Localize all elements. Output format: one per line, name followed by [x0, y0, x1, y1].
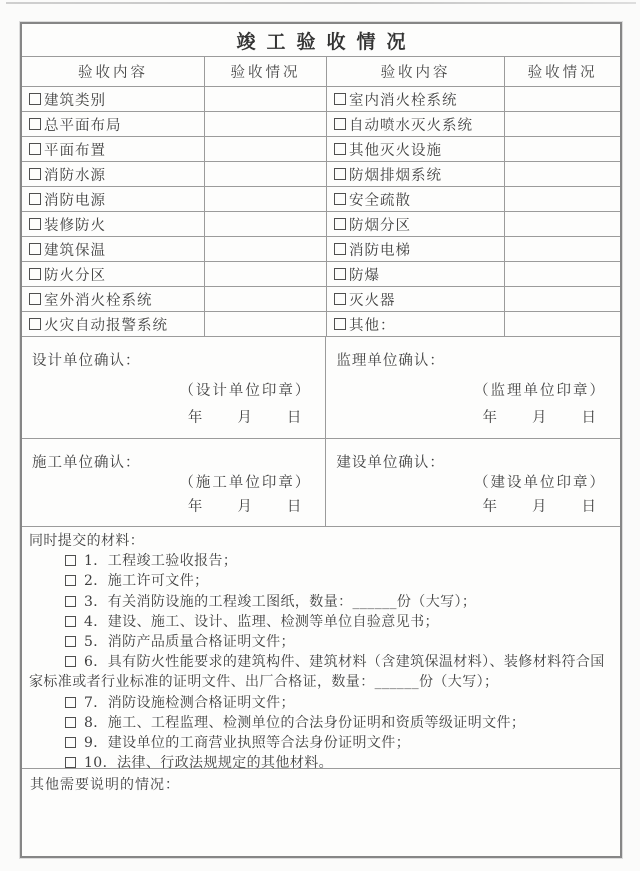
- signature-date-line: 年 月 日: [187, 499, 304, 515]
- column-header-content-right: 验收内容: [327, 57, 505, 87]
- signature-seal-hint: （设计单位印章）: [179, 383, 312, 399]
- acceptance-item-label: 消防电梯: [348, 242, 411, 259]
- acceptance-item-cell: [22, 262, 205, 287]
- signature-label: 施工单位确认：: [32, 455, 141, 471]
- checkbox-icon[interactable]: [29, 143, 41, 155]
- checkbox-icon[interactable]: [29, 318, 41, 330]
- acceptance-status-cell: [505, 187, 620, 212]
- acceptance-status-cell: [205, 162, 327, 187]
- material-item: [29, 733, 613, 753]
- acceptance-item-label: 火灾自动报警系统: [44, 317, 168, 334]
- acceptance-item-label: 灭火器: [348, 292, 396, 309]
- signature-date-line: 年 月 日: [482, 410, 598, 426]
- submitted-materials-section: [22, 527, 620, 772]
- acceptance-status-cell: [205, 112, 327, 137]
- signature-label: 建设单位确认：: [336, 455, 445, 471]
- acceptance-item-cell: [22, 212, 205, 237]
- checkbox-icon[interactable]: [334, 118, 346, 130]
- material-item: [29, 693, 613, 713]
- signature-label: 监理单位确认：: [336, 353, 445, 369]
- checkbox-icon[interactable]: [65, 636, 76, 647]
- signature-date-line: 年 月 日: [187, 410, 304, 426]
- other-notes-section: [22, 769, 620, 856]
- column-header-status-left: 验收情况: [205, 57, 327, 87]
- materials-heading: 同时提交的材料：: [29, 533, 145, 549]
- material-item: [29, 632, 613, 652]
- acceptance-item-cell: [327, 212, 505, 237]
- checkbox-icon[interactable]: [29, 168, 41, 180]
- acceptance-status-cell: [505, 262, 620, 287]
- checkbox-icon[interactable]: [65, 737, 76, 748]
- acceptance-status-cell: [505, 312, 620, 337]
- checkbox-icon[interactable]: [65, 596, 76, 607]
- acceptance-item-label: 其他：: [348, 317, 396, 334]
- acceptance-status-cell: [205, 312, 327, 337]
- acceptance-item-cell: [327, 262, 505, 287]
- checkbox-icon[interactable]: [334, 218, 346, 230]
- material-item-label: 5．消防产品质量合格证明文件；: [84, 634, 295, 651]
- acceptance-status-cell: [505, 87, 620, 112]
- acceptance-status-cell: [505, 287, 620, 312]
- acceptance-status-cell: [205, 87, 327, 112]
- signature-block-design-unit: [22, 337, 326, 439]
- checkbox-icon[interactable]: [334, 143, 346, 155]
- material-item: [29, 612, 613, 632]
- acceptance-item-label: 建筑类别: [44, 92, 106, 109]
- acceptance-item-cell: [22, 287, 205, 312]
- acceptance-status-cell: [505, 237, 620, 262]
- table-header-row: [22, 57, 620, 87]
- signature-row-2: [22, 439, 620, 527]
- acceptance-status-cell: [205, 137, 327, 162]
- checkbox-icon[interactable]: [65, 717, 76, 728]
- material-item-label: 8．施工、工程监理、检测单位的合法身份证明和资质等级证明文件；: [84, 714, 526, 731]
- signature-block-construction-unit: [22, 439, 326, 527]
- checkbox-icon[interactable]: [29, 268, 41, 280]
- acceptance-item-cell: [327, 312, 505, 337]
- material-item: [29, 551, 613, 571]
- acceptance-item-label: 防烟分区: [348, 217, 411, 234]
- acceptance-item-label: 防爆: [348, 267, 380, 284]
- checkbox-icon[interactable]: [334, 243, 346, 255]
- acceptance-item-cell: [22, 237, 205, 262]
- scan-artifact-line: [6, 2, 636, 4]
- acceptance-item-cell: [22, 187, 205, 212]
- acceptance-item-cell: [327, 237, 505, 262]
- acceptance-item-cell: [327, 112, 505, 137]
- signature-date-line: 年 月 日: [482, 499, 598, 515]
- material-item-label: 4．建设、施工、设计、监理、检测等单位自验意见书；: [84, 613, 439, 630]
- acceptance-status-cell: [205, 212, 327, 237]
- material-item-label: 3．有关消防设施的工程竣工图纸，数量：______份（大写）；: [84, 593, 477, 610]
- checkbox-icon[interactable]: [29, 243, 41, 255]
- acceptance-item-cell: [327, 187, 505, 212]
- acceptance-status-cell: [505, 162, 620, 187]
- acceptance-item-cell: [22, 87, 205, 112]
- acceptance-item-cell: [22, 112, 205, 137]
- signature-seal-hint: （监理单位印章）: [473, 383, 606, 399]
- signature-seal-hint: （建设单位印章）: [473, 475, 606, 491]
- checkbox-icon[interactable]: [334, 293, 346, 305]
- checkbox-icon[interactable]: [65, 757, 76, 768]
- acceptance-status-cell: [205, 237, 327, 262]
- acceptance-item-cell: [327, 287, 505, 312]
- signature-row-1: [22, 337, 620, 439]
- checkbox-icon[interactable]: [334, 93, 346, 105]
- acceptance-item-cell: [22, 162, 205, 187]
- acceptance-item-label: 防烟排烟系统: [348, 167, 442, 184]
- checkbox-icon[interactable]: [334, 193, 346, 205]
- completion-acceptance-form: [20, 22, 622, 858]
- signature-block-development-unit: [326, 439, 620, 527]
- material-item: [29, 713, 613, 733]
- acceptance-status-cell: [205, 287, 327, 312]
- acceptance-item-label: 消防电源: [44, 192, 106, 209]
- signature-seal-hint: （施工单位印章）: [179, 475, 312, 491]
- checkbox-icon[interactable]: [334, 268, 346, 280]
- acceptance-status-cell: [205, 187, 327, 212]
- checkbox-icon[interactable]: [29, 218, 41, 230]
- acceptance-item-label: 自动喷水灭火系统: [348, 117, 473, 134]
- checkbox-icon[interactable]: [29, 293, 41, 305]
- acceptance-items-table: [22, 87, 620, 337]
- other-notes-label: 其他需要说明的情况：: [30, 777, 180, 793]
- material-item-label: 9．建设单位的工商营业执照等合法身份证明文件；: [84, 735, 411, 752]
- acceptance-status-cell: [505, 112, 620, 137]
- acceptance-item-cell: [22, 312, 205, 337]
- checkbox-icon[interactable]: [29, 93, 41, 105]
- acceptance-item-label: 消防水源: [44, 167, 106, 184]
- checkbox-icon[interactable]: [65, 697, 76, 708]
- checkbox-icon[interactable]: [334, 168, 346, 180]
- acceptance-item-label: 总平面布局: [44, 117, 122, 134]
- acceptance-item-label: 安全疏散: [348, 192, 411, 209]
- material-item: [29, 571, 613, 591]
- acceptance-item-label: 装修防火: [44, 217, 106, 234]
- checkbox-icon[interactable]: [65, 616, 76, 627]
- checkbox-icon[interactable]: [334, 318, 346, 330]
- signature-label: 设计单位确认：: [32, 353, 141, 369]
- checkbox-icon[interactable]: [65, 555, 76, 566]
- checkbox-icon[interactable]: [29, 118, 41, 130]
- acceptance-item-label: 防火分区: [44, 267, 106, 284]
- column-header-content-left: 验收内容: [22, 57, 205, 87]
- material-item-label: 1．工程竣工验收报告；: [84, 553, 238, 570]
- form-title-row: [22, 24, 620, 57]
- acceptance-item-label: 其他灭火设施: [348, 142, 442, 159]
- acceptance-item-label: 室内消火栓系统: [348, 92, 458, 109]
- checkbox-icon[interactable]: [65, 575, 76, 586]
- checkbox-icon[interactable]: [29, 193, 41, 205]
- material-item: [29, 652, 613, 692]
- acceptance-item-label: 建筑保温: [44, 242, 106, 259]
- acceptance-item-cell: [327, 87, 505, 112]
- form-title: 竣工验收情况: [236, 30, 417, 53]
- acceptance-status-cell: [205, 262, 327, 287]
- acceptance-item-cell: [22, 137, 205, 162]
- column-header-status-right: 验收情况: [505, 57, 620, 87]
- material-item-label: 10．法律、行政法规规定的其他材料。: [84, 755, 334, 772]
- acceptance-item-cell: [327, 137, 505, 162]
- material-item-label: 6．具有防火性能要求的建筑构件、建筑材料（含建筑保温材料）、装修材料符合国家标准或者行业标准的证明文件、出厂合格证，数量：______份（大写）；: [29, 654, 605, 691]
- acceptance-item-label: 平面布置: [44, 142, 106, 159]
- acceptance-item-cell: [327, 162, 505, 187]
- acceptance-status-cell: [505, 212, 620, 237]
- checkbox-icon[interactable]: [65, 656, 76, 667]
- acceptance-status-cell: [505, 137, 620, 162]
- material-item: [29, 592, 613, 612]
- material-item-label: 2．施工许可文件；: [84, 573, 209, 590]
- acceptance-item-label: 室外消火栓系统: [44, 292, 153, 309]
- signature-block-supervision-unit: [326, 337, 620, 439]
- material-item-label: 7．消防设施检测合格证明文件；: [84, 694, 295, 711]
